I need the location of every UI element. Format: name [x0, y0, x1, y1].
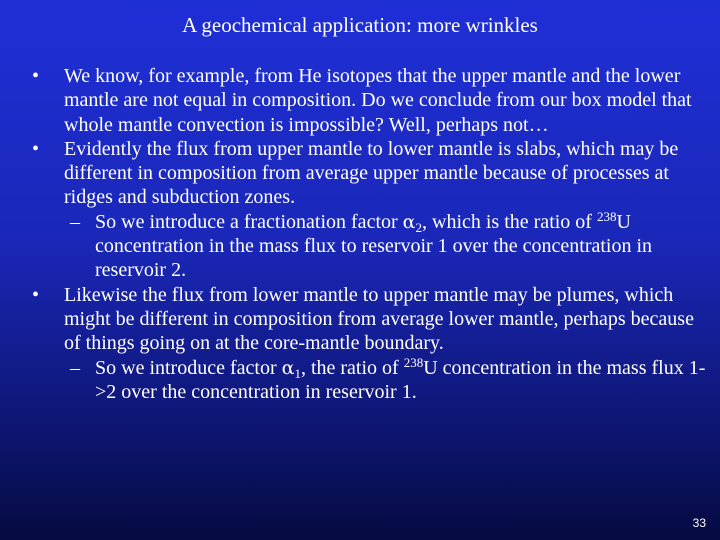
- sub-bullet-1-part3: U concentration in the mass flux to reservoir 1 over the concentration in reservoir 2.: [95, 210, 653, 282]
- alpha-subscript: 2: [415, 219, 422, 235]
- dash-symbol: –: [70, 356, 80, 379]
- sub-bullet-1-part2: , which is the ratio of: [422, 210, 597, 233]
- alpha-symbol: α: [402, 210, 416, 233]
- sub-bullet-1-part1: So we introduce a fractionation factor: [95, 210, 403, 233]
- bullet-item-3: [30, 283, 710, 356]
- sub-bullet-2-part3: U concentration in the mass flux 1->2 over the concentration in reservoir 1.: [95, 356, 706, 403]
- bullet-text-2: Evidently the flux from upper mantle to lower mantle is slabs, which may be different in composition from average upper mantle because of processes at ridges and subduction zones.: [64, 137, 679, 209]
- alpha-subscript: 1: [294, 365, 301, 381]
- bullet-symbol: •: [32, 137, 40, 160]
- sub-bullet-item-2: [30, 356, 710, 405]
- slide-title: A geochemical application: more wrinkles: [182, 13, 538, 37]
- bullet-symbol: •: [32, 283, 40, 306]
- bullet-item-2: [30, 137, 710, 210]
- bullet-symbol: •: [32, 65, 40, 87]
- bullet-text-1: We know, for example, from He isotopes that the upper mantle and the lower mantle are not equal in composition. Do we conclude from our box model that whole mantle convection is impossible? Well, perhaps not…: [64, 65, 692, 136]
- bullet-text-3: Likewise the flux from lower mantle to upper mantle may be plumes, which might be different in composition from average lower mantle, perhaps because of things going on at the core-mantle boundary.: [64, 283, 694, 355]
- sub-bullet-item-1: [30, 210, 710, 283]
- bullet-item-1: [30, 64, 710, 137]
- sub-bullet-2-part1: So we introduce factor: [95, 356, 282, 379]
- dash-symbol: –: [70, 210, 80, 233]
- isotope-mass-superscript: 238: [403, 354, 424, 370]
- alpha-symbol: α: [281, 356, 295, 379]
- sub-bullet-2-part2: , the ratio of: [300, 356, 404, 379]
- page-number: 33: [692, 516, 706, 530]
- slide-body: [30, 64, 710, 404]
- isotope-mass-superscript: 238: [596, 208, 617, 224]
